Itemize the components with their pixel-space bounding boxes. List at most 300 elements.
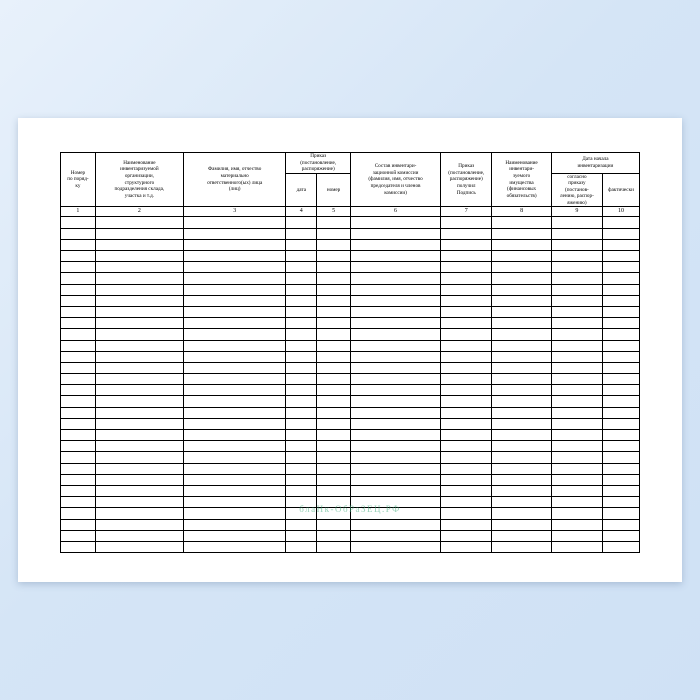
- table-cell[interactable]: [183, 452, 285, 463]
- table-cell[interactable]: [183, 340, 285, 351]
- table-cell[interactable]: [95, 441, 183, 452]
- table-cell[interactable]: [183, 228, 285, 239]
- table-cell[interactable]: [286, 418, 317, 429]
- table-row[interactable]: [61, 295, 640, 306]
- table-row[interactable]: [61, 530, 640, 541]
- table-cell[interactable]: [286, 385, 317, 396]
- table-cell[interactable]: [441, 295, 492, 306]
- table-cell[interactable]: [441, 541, 492, 552]
- table-cell[interactable]: [603, 407, 640, 418]
- table-cell[interactable]: [441, 485, 492, 496]
- table-cell[interactable]: [317, 273, 351, 284]
- table-cell[interactable]: [286, 239, 317, 250]
- table-cell[interactable]: [492, 362, 551, 373]
- table-cell[interactable]: [603, 295, 640, 306]
- table-cell[interactable]: [317, 508, 351, 519]
- table-row[interactable]: [61, 239, 640, 250]
- table-cell[interactable]: [492, 262, 551, 273]
- table-cell[interactable]: [95, 385, 183, 396]
- table-row[interactable]: [61, 374, 640, 385]
- table-cell[interactable]: [492, 295, 551, 306]
- table-cell[interactable]: [603, 430, 640, 441]
- table-row[interactable]: [61, 519, 640, 530]
- table-cell[interactable]: [603, 474, 640, 485]
- table-cell[interactable]: [61, 239, 96, 250]
- table-cell[interactable]: [492, 374, 551, 385]
- table-cell[interactable]: [551, 362, 602, 373]
- table-cell[interactable]: [551, 485, 602, 496]
- table-cell[interactable]: [317, 541, 351, 552]
- table-cell[interactable]: [95, 273, 183, 284]
- table-cell[interactable]: [183, 508, 285, 519]
- table-cell[interactable]: [441, 407, 492, 418]
- table-cell[interactable]: [286, 295, 317, 306]
- table-cell[interactable]: [492, 318, 551, 329]
- table-cell[interactable]: [61, 340, 96, 351]
- table-cell[interactable]: [183, 284, 285, 295]
- table-cell[interactable]: [551, 430, 602, 441]
- table-cell[interactable]: [441, 217, 492, 228]
- table-row[interactable]: [61, 340, 640, 351]
- table-row[interactable]: [61, 541, 640, 552]
- table-cell[interactable]: [61, 418, 96, 429]
- table-cell[interactable]: [183, 396, 285, 407]
- table-cell[interactable]: [61, 374, 96, 385]
- table-cell[interactable]: [441, 530, 492, 541]
- table-cell[interactable]: [95, 396, 183, 407]
- table-cell[interactable]: [492, 273, 551, 284]
- table-cell[interactable]: [551, 519, 602, 530]
- table-cell[interactable]: [551, 284, 602, 295]
- table-cell[interactable]: [551, 340, 602, 351]
- table-cell[interactable]: [350, 407, 440, 418]
- table-cell[interactable]: [317, 463, 351, 474]
- table-cell[interactable]: [551, 541, 602, 552]
- table-cell[interactable]: [551, 418, 602, 429]
- table-cell[interactable]: [183, 295, 285, 306]
- table-cell[interactable]: [317, 239, 351, 250]
- table-cell[interactable]: [350, 474, 440, 485]
- table-cell[interactable]: [183, 362, 285, 373]
- table-cell[interactable]: [492, 217, 551, 228]
- table-cell[interactable]: [551, 318, 602, 329]
- table-cell[interactable]: [350, 239, 440, 250]
- table-cell[interactable]: [95, 407, 183, 418]
- table-cell[interactable]: [95, 374, 183, 385]
- table-cell[interactable]: [317, 217, 351, 228]
- table-cell[interactable]: [551, 251, 602, 262]
- table-cell[interactable]: [441, 351, 492, 362]
- table-cell[interactable]: [61, 318, 96, 329]
- table-cell[interactable]: [183, 519, 285, 530]
- table-cell[interactable]: [61, 385, 96, 396]
- table-cell[interactable]: [286, 351, 317, 362]
- table-cell[interactable]: [551, 407, 602, 418]
- table-cell[interactable]: [551, 508, 602, 519]
- table-cell[interactable]: [61, 508, 96, 519]
- table-cell[interactable]: [61, 295, 96, 306]
- table-cell[interactable]: [183, 329, 285, 340]
- table-cell[interactable]: [492, 519, 551, 530]
- table-cell[interactable]: [317, 497, 351, 508]
- table-cell[interactable]: [317, 474, 351, 485]
- table-cell[interactable]: [317, 295, 351, 306]
- table-cell[interactable]: [61, 541, 96, 552]
- table-cell[interactable]: [95, 463, 183, 474]
- table-row[interactable]: [61, 273, 640, 284]
- table-cell[interactable]: [317, 452, 351, 463]
- table-cell[interactable]: [603, 217, 640, 228]
- table-cell[interactable]: [95, 508, 183, 519]
- table-row[interactable]: [61, 362, 640, 373]
- table-cell[interactable]: [286, 329, 317, 340]
- table-cell[interactable]: [317, 262, 351, 273]
- table-cell[interactable]: [441, 508, 492, 519]
- table-cell[interactable]: [61, 407, 96, 418]
- table-cell[interactable]: [441, 273, 492, 284]
- table-cell[interactable]: [441, 251, 492, 262]
- table-cell[interactable]: [95, 340, 183, 351]
- table-row[interactable]: [61, 262, 640, 273]
- table-cell[interactable]: [61, 273, 96, 284]
- table-cell[interactable]: [183, 239, 285, 250]
- table-cell[interactable]: [350, 418, 440, 429]
- table-cell[interactable]: [350, 463, 440, 474]
- table-cell[interactable]: [603, 340, 640, 351]
- table-cell[interactable]: [317, 306, 351, 317]
- table-cell[interactable]: [95, 318, 183, 329]
- table-cell[interactable]: [95, 217, 183, 228]
- table-cell[interactable]: [61, 351, 96, 362]
- table-row[interactable]: [61, 463, 640, 474]
- table-cell[interactable]: [441, 463, 492, 474]
- table-cell[interactable]: [286, 251, 317, 262]
- table-cell[interactable]: [350, 295, 440, 306]
- table-cell[interactable]: [492, 340, 551, 351]
- table-cell[interactable]: [492, 284, 551, 295]
- table-cell[interactable]: [183, 407, 285, 418]
- table-cell[interactable]: [441, 418, 492, 429]
- table-cell[interactable]: [603, 329, 640, 340]
- table-row[interactable]: [61, 318, 640, 329]
- table-cell[interactable]: [286, 463, 317, 474]
- table-cell[interactable]: [350, 329, 440, 340]
- table-cell[interactable]: [441, 329, 492, 340]
- table-cell[interactable]: [441, 374, 492, 385]
- table-cell[interactable]: [183, 463, 285, 474]
- table-cell[interactable]: [350, 273, 440, 284]
- table-cell[interactable]: [603, 262, 640, 273]
- table-cell[interactable]: [183, 262, 285, 273]
- table-row[interactable]: [61, 228, 640, 239]
- table-cell[interactable]: [350, 306, 440, 317]
- table-cell[interactable]: [441, 239, 492, 250]
- table-cell[interactable]: [317, 530, 351, 541]
- table-cell[interactable]: [286, 284, 317, 295]
- table-cell[interactable]: [441, 306, 492, 317]
- table-cell[interactable]: [603, 284, 640, 295]
- table-cell[interactable]: [317, 407, 351, 418]
- table-cell[interactable]: [492, 497, 551, 508]
- table-cell[interactable]: [492, 485, 551, 496]
- table-cell[interactable]: [492, 407, 551, 418]
- table-cell[interactable]: [317, 284, 351, 295]
- table-cell[interactable]: [183, 474, 285, 485]
- table-cell[interactable]: [95, 418, 183, 429]
- table-cell[interactable]: [350, 262, 440, 273]
- table-cell[interactable]: [183, 497, 285, 508]
- table-cell[interactable]: [286, 541, 317, 552]
- table-cell[interactable]: [441, 228, 492, 239]
- table-cell[interactable]: [317, 519, 351, 530]
- table-cell[interactable]: [317, 485, 351, 496]
- table-cell[interactable]: [551, 295, 602, 306]
- table-cell[interactable]: [603, 497, 640, 508]
- table-cell[interactable]: [183, 530, 285, 541]
- table-cell[interactable]: [551, 306, 602, 317]
- table-cell[interactable]: [61, 474, 96, 485]
- table-cell[interactable]: [603, 374, 640, 385]
- table-cell[interactable]: [350, 351, 440, 362]
- table-cell[interactable]: [317, 385, 351, 396]
- table-cell[interactable]: [317, 340, 351, 351]
- table-cell[interactable]: [350, 396, 440, 407]
- table-cell[interactable]: [95, 329, 183, 340]
- table-cell[interactable]: [183, 385, 285, 396]
- table-cell[interactable]: [286, 362, 317, 373]
- table-cell[interactable]: [350, 541, 440, 552]
- table-cell[interactable]: [551, 262, 602, 273]
- table-cell[interactable]: [603, 418, 640, 429]
- table-cell[interactable]: [350, 519, 440, 530]
- table-cell[interactable]: [492, 306, 551, 317]
- table-cell[interactable]: [317, 228, 351, 239]
- table-cell[interactable]: [551, 530, 602, 541]
- table-cell[interactable]: [551, 452, 602, 463]
- table-cell[interactable]: [350, 374, 440, 385]
- table-row[interactable]: [61, 441, 640, 452]
- table-cell[interactable]: [317, 251, 351, 262]
- table-cell[interactable]: [61, 530, 96, 541]
- table-cell[interactable]: [603, 530, 640, 541]
- table-cell[interactable]: [350, 485, 440, 496]
- table-cell[interactable]: [492, 508, 551, 519]
- table-cell[interactable]: [551, 441, 602, 452]
- table-cell[interactable]: [286, 430, 317, 441]
- table-cell[interactable]: [95, 362, 183, 373]
- table-cell[interactable]: [441, 441, 492, 452]
- table-cell[interactable]: [95, 485, 183, 496]
- table-cell[interactable]: [95, 530, 183, 541]
- table-cell[interactable]: [61, 396, 96, 407]
- table-cell[interactable]: [317, 329, 351, 340]
- table-cell[interactable]: [286, 474, 317, 485]
- table-cell[interactable]: [286, 318, 317, 329]
- table-cell[interactable]: [286, 262, 317, 273]
- table-cell[interactable]: [603, 351, 640, 362]
- table-cell[interactable]: [492, 351, 551, 362]
- table-cell[interactable]: [95, 284, 183, 295]
- table-cell[interactable]: [95, 452, 183, 463]
- table-row[interactable]: [61, 329, 640, 340]
- table-cell[interactable]: [603, 362, 640, 373]
- table-cell[interactable]: [61, 362, 96, 373]
- table-cell[interactable]: [61, 441, 96, 452]
- table-row[interactable]: [61, 452, 640, 463]
- table-cell[interactable]: [183, 418, 285, 429]
- table-cell[interactable]: [350, 340, 440, 351]
- table-cell[interactable]: [183, 217, 285, 228]
- table-cell[interactable]: [350, 430, 440, 441]
- table-cell[interactable]: [492, 452, 551, 463]
- table-cell[interactable]: [350, 530, 440, 541]
- table-cell[interactable]: [441, 385, 492, 396]
- table-cell[interactable]: [441, 452, 492, 463]
- table-cell[interactable]: [61, 497, 96, 508]
- table-cell[interactable]: [286, 519, 317, 530]
- table-cell[interactable]: [492, 329, 551, 340]
- table-cell[interactable]: [603, 452, 640, 463]
- table-cell[interactable]: [61, 430, 96, 441]
- table-cell[interactable]: [286, 374, 317, 385]
- table-cell[interactable]: [95, 251, 183, 262]
- table-cell[interactable]: [95, 519, 183, 530]
- table-cell[interactable]: [61, 284, 96, 295]
- table-cell[interactable]: [317, 441, 351, 452]
- table-cell[interactable]: [551, 351, 602, 362]
- table-cell[interactable]: [350, 441, 440, 452]
- table-cell[interactable]: [95, 474, 183, 485]
- table-row[interactable]: [61, 251, 640, 262]
- table-cell[interactable]: [603, 306, 640, 317]
- table-cell[interactable]: [603, 463, 640, 474]
- table-cell[interactable]: [61, 452, 96, 463]
- table-cell[interactable]: [286, 217, 317, 228]
- table-cell[interactable]: [183, 441, 285, 452]
- table-cell[interactable]: [603, 239, 640, 250]
- table-row[interactable]: [61, 497, 640, 508]
- table-cell[interactable]: [286, 452, 317, 463]
- table-cell[interactable]: [492, 441, 551, 452]
- table-cell[interactable]: [350, 284, 440, 295]
- table-cell[interactable]: [441, 430, 492, 441]
- table-cell[interactable]: [183, 306, 285, 317]
- table-cell[interactable]: [441, 474, 492, 485]
- table-cell[interactable]: [441, 497, 492, 508]
- table-cell[interactable]: [492, 239, 551, 250]
- table-cell[interactable]: [317, 351, 351, 362]
- table-cell[interactable]: [551, 329, 602, 340]
- table-cell[interactable]: [441, 362, 492, 373]
- table-cell[interactable]: [286, 407, 317, 418]
- table-cell[interactable]: [61, 262, 96, 273]
- table-cell[interactable]: [551, 374, 602, 385]
- table-cell[interactable]: [61, 463, 96, 474]
- table-cell[interactable]: [551, 239, 602, 250]
- table-cell[interactable]: [441, 318, 492, 329]
- table-cell[interactable]: [551, 463, 602, 474]
- table-cell[interactable]: [603, 519, 640, 530]
- table-row[interactable]: [61, 474, 640, 485]
- table-cell[interactable]: [603, 396, 640, 407]
- table-row[interactable]: [61, 430, 640, 441]
- table-cell[interactable]: [317, 374, 351, 385]
- table-cell[interactable]: [286, 441, 317, 452]
- table-row[interactable]: [61, 508, 640, 519]
- table-cell[interactable]: [603, 318, 640, 329]
- table-cell[interactable]: [286, 497, 317, 508]
- table-cell[interactable]: [603, 385, 640, 396]
- table-cell[interactable]: [441, 284, 492, 295]
- table-cell[interactable]: [551, 273, 602, 284]
- table-cell[interactable]: [286, 508, 317, 519]
- table-cell[interactable]: [317, 430, 351, 441]
- table-cell[interactable]: [603, 541, 640, 552]
- table-cell[interactable]: [95, 306, 183, 317]
- table-cell[interactable]: [317, 396, 351, 407]
- table-cell[interactable]: [61, 306, 96, 317]
- table-cell[interactable]: [551, 217, 602, 228]
- table-cell[interactable]: [350, 217, 440, 228]
- table-cell[interactable]: [95, 430, 183, 441]
- table-cell[interactable]: [441, 396, 492, 407]
- table-cell[interactable]: [95, 228, 183, 239]
- table-row[interactable]: [61, 284, 640, 295]
- table-cell[interactable]: [183, 430, 285, 441]
- table-cell[interactable]: [441, 519, 492, 530]
- table-cell[interactable]: [286, 485, 317, 496]
- table-cell[interactable]: [183, 485, 285, 496]
- table-cell[interactable]: [183, 251, 285, 262]
- table-cell[interactable]: [286, 530, 317, 541]
- table-row[interactable]: [61, 217, 640, 228]
- table-cell[interactable]: [286, 396, 317, 407]
- table-cell[interactable]: [492, 430, 551, 441]
- table-row[interactable]: [61, 485, 640, 496]
- table-cell[interactable]: [551, 228, 602, 239]
- table-cell[interactable]: [603, 273, 640, 284]
- table-cell[interactable]: [441, 340, 492, 351]
- table-cell[interactable]: [350, 362, 440, 373]
- table-cell[interactable]: [492, 463, 551, 474]
- table-cell[interactable]: [603, 485, 640, 496]
- table-cell[interactable]: [183, 273, 285, 284]
- table-cell[interactable]: [350, 318, 440, 329]
- table-cell[interactable]: [603, 508, 640, 519]
- table-cell[interactable]: [95, 351, 183, 362]
- table-cell[interactable]: [551, 396, 602, 407]
- table-cell[interactable]: [95, 262, 183, 273]
- table-cell[interactable]: [286, 273, 317, 284]
- table-cell[interactable]: [183, 374, 285, 385]
- table-cell[interactable]: [183, 541, 285, 552]
- table-row[interactable]: [61, 351, 640, 362]
- table-cell[interactable]: [350, 251, 440, 262]
- table-cell[interactable]: [492, 530, 551, 541]
- table-cell[interactable]: [551, 385, 602, 396]
- table-cell[interactable]: [603, 251, 640, 262]
- table-cell[interactable]: [551, 497, 602, 508]
- table-cell[interactable]: [61, 251, 96, 262]
- table-row[interactable]: [61, 306, 640, 317]
- table-cell[interactable]: [286, 340, 317, 351]
- table-cell[interactable]: [350, 497, 440, 508]
- table-cell[interactable]: [61, 217, 96, 228]
- table-cell[interactable]: [317, 418, 351, 429]
- table-cell[interactable]: [61, 519, 96, 530]
- table-cell[interactable]: [317, 362, 351, 373]
- table-cell[interactable]: [95, 541, 183, 552]
